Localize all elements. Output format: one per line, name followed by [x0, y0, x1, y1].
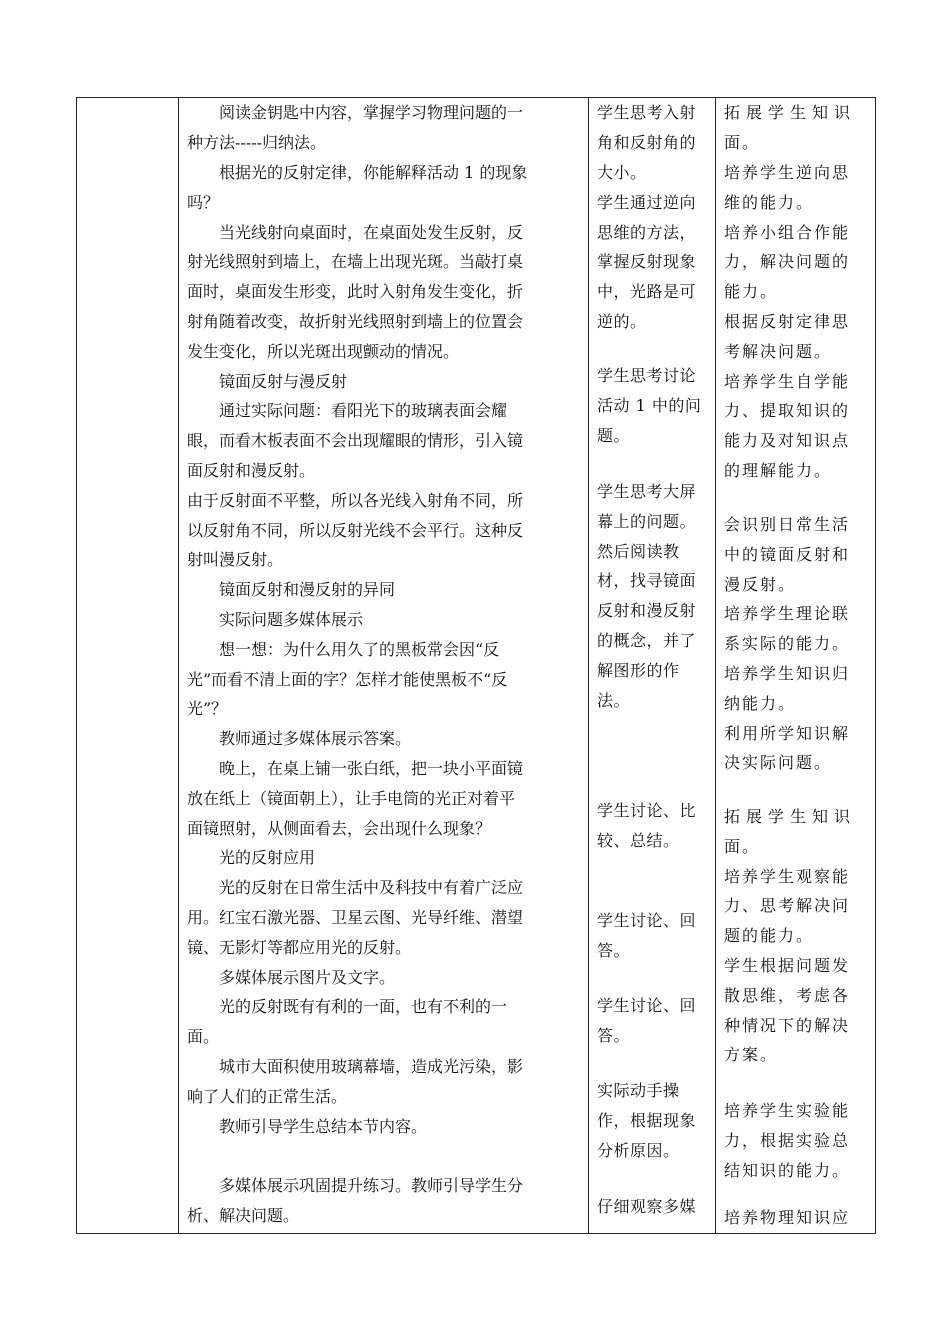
activity-line: 学生思考入射 — [597, 103, 697, 123]
content-line: 多媒体展示巩固提升练习。教师引导学生分 — [219, 1176, 524, 1196]
purpose-line: 培养学生实验能 — [724, 1101, 851, 1120]
purpose-line: 纳能力。 — [724, 693, 797, 713]
purpose-line: 考解决问题。 — [724, 341, 833, 361]
purpose-line: 结知识的能力。 — [724, 1160, 851, 1180]
content-line: 根据光的反射定律，你能解释活动 1 的现象 — [219, 162, 528, 182]
content-line: 吗？ — [187, 192, 220, 212]
content-line: 射叫漫反射。 — [187, 550, 284, 570]
content-line: 镜面反射与漫反射 — [219, 371, 348, 391]
activity-line: 逆的。 — [597, 311, 647, 331]
purpose-line: 力、提取知识的 — [724, 401, 851, 421]
teaching-content-column — [179, 98, 588, 1233]
content-line: 眼，而看木板表面不会出现耀眼的情形，引入镜 — [187, 431, 524, 451]
content-line: 晚上，在桌上铺一张白纸，把一块小平面镜 — [219, 758, 524, 778]
purpose-line: 培养学生自学能 — [724, 371, 851, 391]
activity-line: 角和反射角的 — [597, 133, 697, 153]
activity-line: 解图形的作 — [597, 660, 680, 680]
content-line: 光的反射在日常生活中及科技中有着广泛应 — [219, 878, 524, 898]
purpose-line: 根据反射定律思 — [724, 311, 851, 331]
purpose-line: 方案。 — [724, 1045, 779, 1065]
purpose-line: 决实际问题。 — [724, 753, 833, 773]
purpose-line: 能力及对知识点 — [724, 431, 851, 451]
activity-line: 仔细观察多媒 — [597, 1197, 697, 1216]
activity-line: 材，找寻镜面 — [597, 571, 697, 591]
activity-line: 分析原因。 — [597, 1140, 680, 1160]
content-line: 光的反射既有有利的一面，也有不利的一 — [219, 997, 508, 1017]
activity-line: 大小。 — [597, 162, 647, 182]
purpose-line: 培养学生知识归 — [724, 664, 851, 683]
activity-line: 学生思考讨论 — [597, 366, 697, 385]
content-line: 城市大面积使用玻璃幕墙，造成光污染，影 — [219, 1056, 524, 1076]
content-line: 由于反射面不平整，所以各光线入射角不同，所 — [187, 490, 524, 510]
content-line: 教师引导学生总结本节内容。 — [219, 1116, 428, 1136]
activity-line: 学生思考大屏 — [597, 482, 697, 501]
purpose-line: 培养学生理论联 — [724, 604, 851, 624]
purpose-line: 学生根据问题发 — [724, 956, 851, 975]
activity-line: 题。 — [597, 425, 631, 445]
activity-line: 学生讨论、回 — [597, 996, 697, 1015]
purpose-line: 种情况下的解决 — [724, 1015, 851, 1035]
purpose-line: 培养学生观察能 — [724, 866, 851, 886]
design-purpose-column — [716, 98, 875, 1233]
activity-line: 较、总结。 — [597, 830, 680, 850]
content-line: 多媒体展示图片及文字。 — [219, 967, 396, 987]
student-activity-column — [589, 98, 715, 1233]
activity-line: 法。 — [597, 690, 631, 710]
content-line: 教师通过多媒体展示答案。 — [219, 729, 412, 749]
content-line: 响了人们的正常生活。 — [187, 1086, 348, 1106]
purpose-line: 利用所学知识解 — [724, 723, 851, 743]
activity-line: 学生讨论、比 — [597, 801, 697, 820]
content-line: 镜、无影灯等都应用光的反射。 — [187, 937, 412, 957]
purpose-line: 的理解能力。 — [724, 460, 833, 480]
content-line: 光”而看不清上面的字？怎样才能使黑板不“反 — [187, 669, 508, 689]
activity-line: 活动 1 中的问 — [597, 395, 702, 415]
purpose-line: 题的能力。 — [724, 926, 815, 946]
activity-line: 答。 — [597, 940, 631, 960]
activity-line: 反射和漫反射 — [597, 601, 697, 621]
content-line: 阅读金钥匙中内容，掌握学习物理问题的一 — [219, 103, 524, 123]
purpose-line: 面。 — [724, 836, 761, 856]
purpose-line: 会识别日常生活 — [724, 515, 851, 534]
purpose-line: 培养学生逆向思 — [724, 162, 851, 182]
content-line: 想一想：为什么用久了的黑板常会因“反 — [219, 639, 500, 659]
activity-line: 幕上的问题。 — [597, 511, 697, 531]
activity-line: 的概念，并了 — [597, 631, 697, 650]
content-line: 用。红宝石激光器、卫星云图、光导纤维、潜望 — [187, 907, 524, 927]
content-line: 面。 — [187, 1027, 220, 1047]
lesson-plan-table — [76, 97, 876, 1234]
purpose-line: 力、思考解决问 — [724, 896, 851, 916]
activity-line: 思维的方法， — [597, 222, 697, 242]
content-line: 光的反射应用 — [219, 848, 316, 868]
content-line: 射角随着改变，故折射光线照射到墙上的位置会 — [187, 311, 524, 331]
activity-line: 作，根据现象 — [597, 1110, 697, 1130]
content-line: 面镜照射，从侧面看去，会出现什么现象？ — [187, 818, 492, 838]
content-line: 面时，桌面发生形变，此时入射角发生变化，折 — [187, 282, 524, 302]
purpose-line: 系实际的能力。 — [724, 634, 851, 654]
purpose-line: 中的镜面反射和 — [724, 544, 851, 564]
purpose-line: 力，根据实验总 — [724, 1130, 851, 1150]
purpose-line: 培养小组合作能 — [724, 222, 851, 242]
content-line: 实际问题多媒体展示 — [219, 609, 364, 629]
content-line: 放在纸上（镜面朝上），让手电筒的光正对着平 — [187, 788, 516, 808]
content-line: 当光线射向桌面时，在桌面处发生反射，反 — [219, 222, 524, 242]
content-line: 以反射角不同，所以反射光线不会平行。这种反 — [187, 520, 524, 540]
activity-line: 中，光路是可 — [597, 282, 697, 302]
content-line: 镜面反射和漫反射的异同 — [219, 580, 396, 600]
activity-line: 学生通过逆向 — [597, 192, 697, 212]
purpose-line: 能力。 — [724, 282, 779, 302]
content-line: 面反射和漫反射。 — [187, 460, 316, 480]
content-line: 光”？ — [187, 699, 228, 719]
purpose-line: 散思维，考虑各 — [724, 985, 851, 1005]
activity-line: 掌握反射现象 — [597, 252, 697, 272]
purpose-line: 维的能力。 — [724, 192, 815, 212]
purpose-line: 面。 — [724, 133, 761, 153]
content-line: 射光线照射到墙上，在墙上出现光斑。当敲打桌 — [187, 252, 524, 272]
purpose-line: 培养物理知识应 — [724, 1208, 851, 1227]
purpose-line: 力，解决问题的 — [724, 252, 851, 272]
activity-line: 实际动手操 — [597, 1081, 680, 1100]
purpose-line: 拓展学生知识 — [724, 103, 857, 123]
stage-column — [77, 98, 178, 1233]
purpose-line: 漫反射。 — [724, 574, 797, 594]
activity-line: 学生讨论、回 — [597, 911, 697, 930]
content-line: 通过实际问题：看阳光下的玻璃表面会耀 — [219, 401, 508, 421]
content-line: 析、解决问题。 — [187, 1205, 300, 1225]
purpose-line: 拓展学生知识 — [724, 807, 857, 826]
content-line: 发生变化，所以光斑出现颤动的情况。 — [187, 341, 460, 361]
content-line: 种方法-----归纳法。 — [187, 133, 327, 153]
activity-line: 然后阅读教 — [597, 541, 680, 561]
activity-line: 答。 — [597, 1025, 631, 1045]
